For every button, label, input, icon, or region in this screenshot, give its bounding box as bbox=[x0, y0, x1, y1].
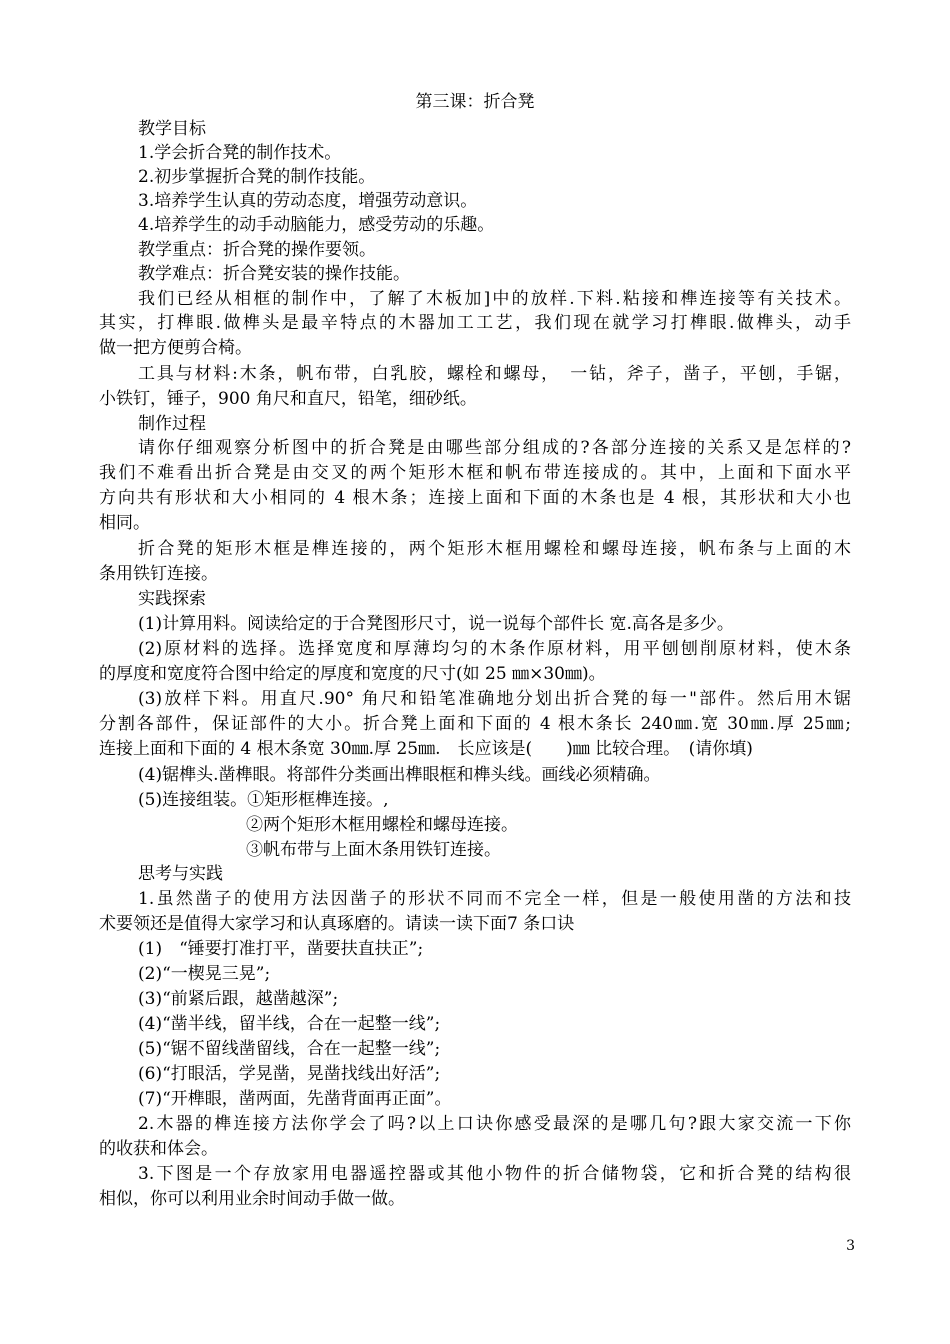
section-heading-objectives: 教学目标 bbox=[138, 119, 206, 139]
reflection-paragraph-line: 2.木器的榫连接方法你学会了吗?以上口诀你感受最深的是哪几句?跟大家交流一下你 bbox=[138, 1114, 851, 1134]
reflection-paragraph-line: 相似，你可以利用业余时间动手做一做。 bbox=[99, 1189, 405, 1209]
practice-step: 连接上面和下面的 4 根木条宽 30㎜.厚 25㎜. 长应该是( )㎜ 比较合理。 (请你填) bbox=[99, 739, 753, 759]
practice-step: 分割各部件，保证部件的大小。折合凳上面和下面的 4 根木条长 240㎜.宽 30㎜.厚 25㎜; bbox=[99, 714, 851, 734]
reflection-paragraph-line: 的收获和体会。 bbox=[99, 1139, 218, 1159]
frame-paragraph-line: 条用铁钉连接。 bbox=[99, 564, 218, 584]
mnemonic-item: (4)“凿半线，留半线，合在一起整一线”; bbox=[138, 1014, 441, 1034]
tools-paragraph-line: 工具与材料:木条，帆布带，白乳胶，螺栓和螺母， 一钻，斧子，凿子，平刨，手锯， bbox=[138, 364, 851, 384]
process-paragraph-line: 请你仔细观察分析图中的折合凳是由哪些部分组成的?各部分连接的关系又是怎样的? bbox=[138, 438, 851, 458]
reflection-paragraph-line: 3.下图是一个存放家用电器遥控器或其他小物件的折合储物袋，它和折合凳的结构很 bbox=[138, 1164, 851, 1184]
intro-paragraph-line: 其实，打榫眼.做榫头是最辛特点的木器加工工艺，我们现在就学习打榫眼.做榫头，动手 bbox=[99, 313, 851, 333]
assembly-substep: ③帆布带与上面木条用铁钉连接。 bbox=[246, 840, 501, 860]
page-title: 第三课：折合凳 bbox=[415, 92, 535, 112]
mnemonic-item: (1) “锤要打准打平，凿要扶直扶正”; bbox=[138, 939, 424, 959]
section-heading-reflection: 思考与实践 bbox=[138, 864, 223, 884]
tools-paragraph-line: 小铁钉，锤子，900 角尺和直尺，铅笔，细砂纸。 bbox=[99, 389, 477, 409]
process-paragraph-line: 方向共有形状和大小相同的 4 根木条；连接上面和下面的木条也是 4 根，其形状和大小也 bbox=[99, 488, 851, 508]
objective-item: 2.初步掌握折合凳的制作技能。 bbox=[138, 167, 376, 187]
reflection-paragraph-line: 1.虽然凿子的使用方法因凿子的形状不同而不完全一样，但是一般使用凿的方法和技 bbox=[138, 889, 851, 909]
frame-paragraph-line: 折合凳的矩形木框是榫连接的，两个矩形木框用螺栓和螺母连接，帆布条与上面的木 bbox=[138, 539, 851, 559]
practice-step: (1)计算用料。阅读给定的于合凳图形尺寸，说一说每个部件长 宽.高各是多少。 bbox=[138, 614, 734, 634]
key-point: 教学重点：折合凳的操作要领。 bbox=[138, 240, 376, 260]
process-paragraph-line: 相同。 bbox=[99, 513, 150, 533]
page-number: 3 bbox=[846, 1238, 855, 1254]
practice-step: (3)放样下料。用直尺.90° 角尺和铅笔准确地分划出折合凳的每一"部件。然后用木锯 bbox=[138, 689, 851, 709]
assembly-substep: ②两个矩形木框用螺栓和螺母连接。 bbox=[246, 815, 518, 835]
intro-paragraph-line: 做一把方便剪合椅。 bbox=[99, 338, 252, 358]
section-heading-practice: 实践探索 bbox=[138, 589, 206, 609]
objective-item: 4.培养学生的动手动脑能力，感受劳动的乐趣。 bbox=[138, 215, 495, 235]
objective-item: 1.学会折合凳的制作技术。 bbox=[138, 143, 342, 163]
practice-step: (5)连接组装。①矩形框榫连接。, bbox=[138, 790, 389, 810]
practice-step: 的厚度和宽度符合图中给定的厚度和宽度的尺寸(如 25 ㎜×30㎜)。 bbox=[99, 664, 606, 684]
mnemonic-item: (5)“锯不留线凿留线，合在一起整一线”; bbox=[138, 1039, 441, 1059]
mnemonic-item: (6)“打眼活，学晃凿，晃凿找线出好活”; bbox=[138, 1064, 441, 1084]
mnemonic-item: (7)“开榫眼，凿两面，先凿背面再正面”。 bbox=[138, 1089, 452, 1109]
objective-item: 3.培养学生认真的劳动态度，增强劳动意识。 bbox=[138, 191, 478, 211]
mnemonic-item: (3)“前紧后跟，越凿越深”; bbox=[138, 989, 339, 1009]
section-heading-process: 制作过程 bbox=[138, 414, 206, 434]
reflection-paragraph-line: 术要领还是值得大家学习和认真琢磨的。请读一读下面7 条口诀 bbox=[99, 914, 575, 934]
difficult-point: 教学难点：折合凳安装的操作技能。 bbox=[138, 264, 410, 284]
intro-paragraph-line: 我们已经从相框的制作中，了解了木板加]中的放样.下料.粘接和榫连接等有关技术。 bbox=[138, 289, 851, 309]
practice-step: (2)原材料的选择。选择宽度和厚薄均匀的木条作原材料，用平刨刨削原材料，使木条 bbox=[138, 639, 851, 659]
process-paragraph-line: 我们不难看出折合凳是由交叉的两个矩形木框和帆布带连接成的。其中，上面和下面水平 bbox=[99, 463, 851, 483]
practice-step: (4)锯榫头.凿榫眼。将部件分类画出榫眼框和榫头线。画线必须精确。 bbox=[138, 765, 661, 785]
mnemonic-item: (2)“一楔晃三晃”; bbox=[138, 964, 271, 984]
